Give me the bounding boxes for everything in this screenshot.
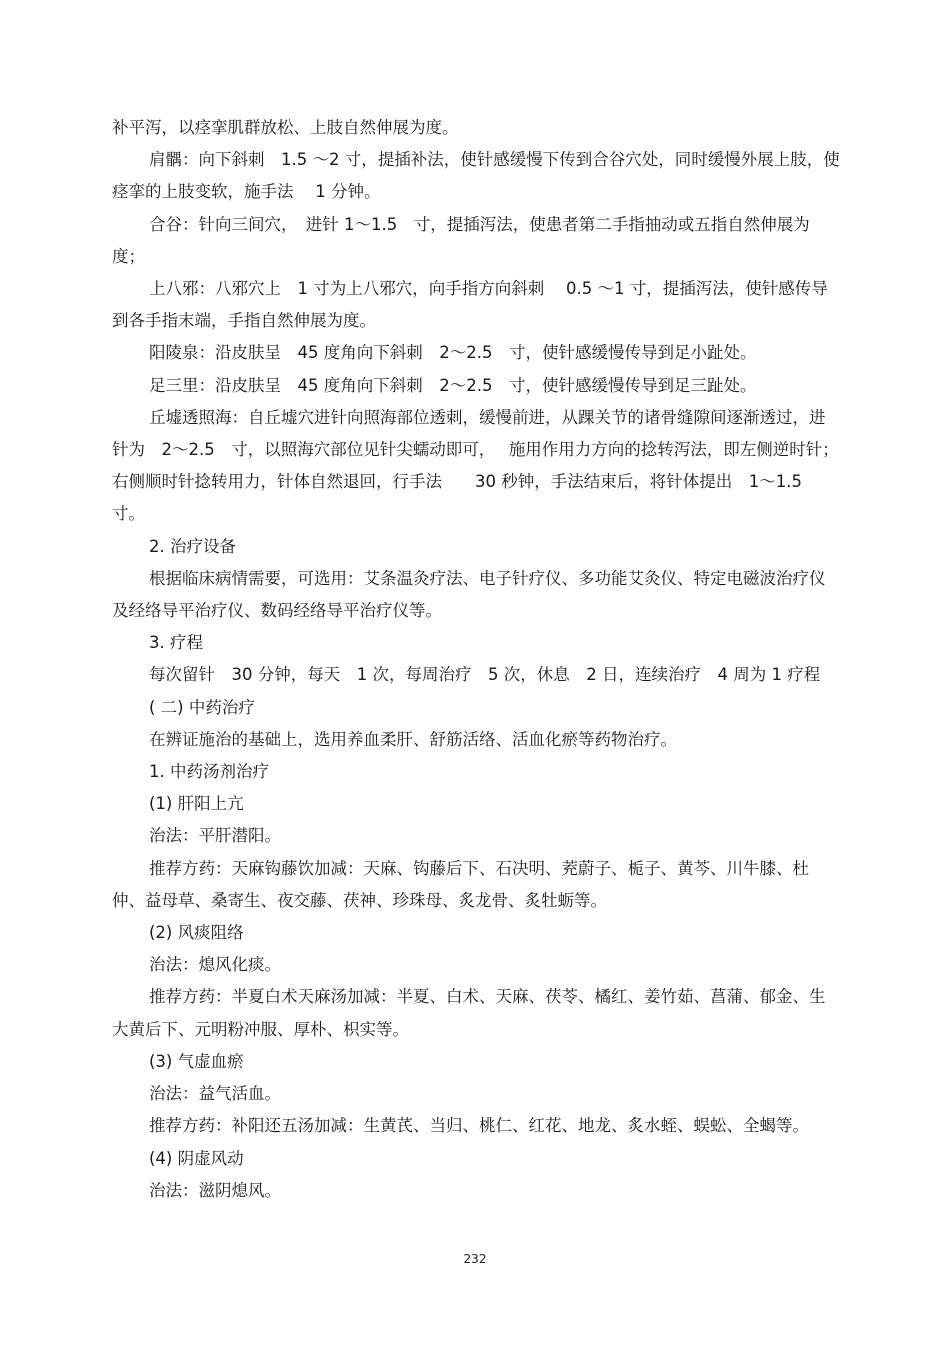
paragraph: 2. 治疗设备 [149,536,236,556]
paragraph: 3. 疗程 [149,633,203,653]
paragraph: (2) 风痰阻络 [149,923,244,943]
paragraph: 治法：熄风化痰。 [149,955,281,975]
paragraph: 每次留针 30 分钟，每天 1 次，每周治疗 5 次，休息 2 日，连续治疗 4 周为 1 疗程 [149,665,821,685]
paragraph: 推荐方药：天麻钩藤饮加减：天麻、钩藤后下、石决明、茺蔚子、栀子、黄芩、川牛膝、杜仲、益母草、桑寄生、夜交藤、茯神、珍珠母、炙龙骨、炙牡蛎等。 [112,858,809,910]
paragraph: 上八邪：八邪穴上 1 寸为上八邪穴，向手指方向斜刺 0.5 ～1 寸，提插泻法，使针感传导到各手指末端，手指自然伸展为度。 [112,279,828,331]
paragraph: 在辨证施治的基础上，选用养血柔肝、舒筋活络、活血化瘀等药物治疗。 [149,729,677,749]
paragraph: 足三里：沿皮肤呈 45 度角向下斜刺 2～2.5 寸，使针感缓慢传导到足三趾处。 [149,375,757,395]
paragraph: 推荐方药：补阳还五汤加减：生黄芪、当归、桃仁、红花、地龙、炙水蛭、蜈蚣、全蝎等。 [149,1116,809,1136]
paragraph: 治法：平肝潜阳。 [149,826,281,846]
paragraph: ( 二) 中药治疗 [149,697,255,717]
paragraph: 阳陵泉：沿皮肤呈 45 度角向下斜刺 2～2.5 寸，使针感缓慢传导到足小趾处。 [149,343,757,363]
paragraph: 推荐方药：半夏白术天麻汤加减：半夏、白术、天麻、茯苓、橘红、姜竹茹、菖蒲、郁金、生大黄后下、元明粉冲服、厚朴、枳实等。 [112,987,826,1039]
paragraph: 治法：滋阴熄风。 [149,1180,281,1200]
paragraph: 1. 中药汤剂治疗 [149,762,269,782]
paragraph: (1) 肝阳上亢 [149,794,244,814]
paragraph: 治法：益气活血。 [149,1084,281,1104]
paragraph: (4) 阴虚风动 [149,1148,244,1168]
paragraph: 补平泻，以痉挛肌群放松、上肢自然伸展为度。 [112,118,459,137]
paragraph: (3) 气虚血瘀 [149,1051,244,1071]
page-number: 232 [463,1252,487,1266]
paragraph: 肩髃：向下斜刺 1.5 ～2 寸，提插补法，使针感缓慢下传到合谷穴处，同时缓慢外展上肢，使痉挛的上肢变软，施手法 1 分钟。 [112,150,840,202]
paragraph: 合谷：针向三间穴， 进针 1～1.5 寸，提插泻法，使患者第二手指抽动或五指自然伸展为度； [112,214,810,266]
document-body [112,112,840,1207]
paragraph: 丘墟透照海：自丘墟穴进针向照海部位透刺，缓慢前进，从踝关节的诸骨缝隙间逐渐透过，进针为 2～2.5 寸，以照海穴部位见针尖蠕动即可， 施用作用力方向的捻转泻法，即左侧逆时针；右侧顺时针捻转用力，针体自然退回，行手法 30 秒钟，手法结束后，将针体提出 1～1.5 寸。 [112,407,839,524]
paragraph: 根据临床病情需要，可选用：艾条温灸疗法、电子针疗仪、多功能艾灸仪、特定电磁波治疗仪及经络导平治疗仪、数码经络导平治疗仪等。 [112,568,826,621]
